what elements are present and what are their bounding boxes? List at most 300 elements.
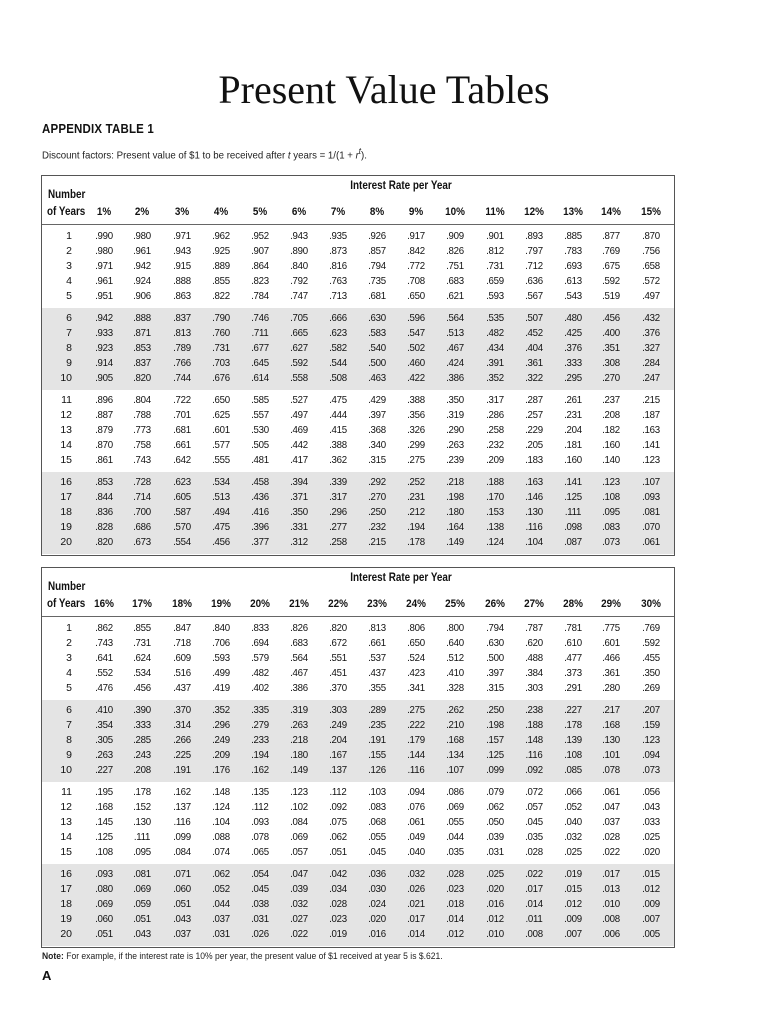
discount-factor-cell: .410 — [95, 704, 113, 716]
discount-factor-cell: .042 — [329, 868, 347, 880]
discount-factor-cell: .163 — [525, 476, 543, 488]
discount-factor-cell: .879 — [95, 424, 113, 436]
discount-factor-cell: .176 — [212, 764, 230, 776]
discount-factor-cell: .826 — [290, 622, 308, 634]
discount-factor-cell: .400 — [602, 327, 620, 339]
discount-factor-cell: .475 — [329, 394, 347, 406]
discount-factor-cell: .017 — [407, 913, 425, 925]
discount-factor-cell: .209 — [212, 749, 230, 761]
footnote-label: Note: — [42, 951, 64, 962]
discount-factor-cell: .855 — [212, 275, 230, 287]
discount-factor-cell: .705 — [290, 312, 308, 324]
table-row — [42, 229, 674, 244]
rate-header: 21% — [289, 598, 309, 610]
discount-factor-cell: .167 — [329, 749, 347, 761]
discount-factor-cell: .713 — [329, 290, 347, 302]
discount-factor-cell: .554 — [173, 536, 191, 548]
table-row — [42, 311, 674, 326]
discount-factor-cell: .159 — [642, 719, 660, 731]
discount-factor-cell: .703 — [212, 357, 230, 369]
table-row — [42, 621, 674, 636]
discount-factor-cell: .794 — [486, 622, 504, 634]
discount-factor-cell: .769 — [602, 245, 620, 257]
year-cell: 15 — [60, 454, 72, 466]
discount-factor-cell: .722 — [173, 394, 191, 406]
discount-factor-cell: .640 — [446, 637, 464, 649]
discount-factor-cell: .377 — [251, 536, 269, 548]
discount-factor-cell: .942 — [95, 312, 113, 324]
year-cell: 16 — [60, 476, 72, 488]
discount-factor-cell: .011 — [525, 913, 543, 925]
discount-factor-cell: .178 — [407, 536, 425, 548]
discount-factor-cell: .627 — [290, 342, 308, 354]
discount-factor-cell: .434 — [486, 342, 504, 354]
discount-factor-cell: .376 — [642, 327, 660, 339]
discount-factor-cell: .356 — [407, 409, 425, 421]
discount-factor-cell: .035 — [446, 846, 464, 858]
discount-factor-cell: .788 — [133, 409, 151, 421]
row-group — [42, 618, 674, 700]
discount-factor-cell: .317 — [329, 491, 347, 503]
discount-factor-cell: .099 — [173, 831, 191, 843]
discount-factor-cell: .062 — [329, 831, 347, 843]
discount-factor-cell: .037 — [602, 816, 620, 828]
discount-factor-cell: .051 — [95, 928, 113, 940]
discount-factor-cell: .015 — [642, 868, 660, 880]
discount-factor-cell: .331 — [290, 521, 308, 533]
discount-factor-cell: .055 — [446, 816, 464, 828]
discount-factor-cell: .512 — [446, 652, 464, 664]
discount-factor-cell: .650 — [212, 394, 230, 406]
discount-factor-cell: .125 — [95, 831, 113, 843]
discount-factor-cell: .232 — [368, 521, 386, 533]
discount-factor-cell: .530 — [251, 424, 269, 436]
year-cell: 7 — [66, 327, 72, 339]
discount-factor-cell: .057 — [525, 801, 543, 813]
discount-factor-cell: .467 — [290, 667, 308, 679]
table-row — [42, 763, 674, 778]
discount-factor-cell: .217 — [602, 704, 620, 716]
discount-factor-cell: .285 — [133, 734, 151, 746]
discount-factor-cell: .051 — [133, 913, 151, 925]
year-cell: 5 — [66, 682, 72, 694]
discount-factor-cell: .861 — [95, 454, 113, 466]
page-title: Present Value Tables — [218, 67, 550, 112]
discount-factor-cell: .069 — [133, 883, 151, 895]
discount-factor-cell: .062 — [212, 868, 230, 880]
discount-factor-cell: .683 — [290, 637, 308, 649]
rate-header-row — [42, 205, 674, 219]
discount-factor-cell: .335 — [251, 704, 269, 716]
table-row — [42, 393, 674, 408]
discount-factor-cell: .743 — [133, 454, 151, 466]
rate-header: 17% — [132, 598, 152, 610]
table-row — [42, 912, 674, 927]
discount-factor-cell: .269 — [642, 682, 660, 694]
discount-factor-cell: .751 — [446, 260, 464, 272]
discount-factor-cell: .068 — [368, 816, 386, 828]
discount-factor-cell: .312 — [290, 536, 308, 548]
discount-factor-cell: .094 — [407, 786, 425, 798]
discount-factor-cell: .178 — [564, 719, 582, 731]
table-row — [42, 815, 674, 830]
discount-factor-cell: .351 — [602, 342, 620, 354]
discount-factor-cell: .863 — [173, 290, 191, 302]
discount-factor-cell: .191 — [173, 764, 191, 776]
discount-factor-cell: .971 — [173, 230, 191, 242]
discount-factor-cell: .397 — [486, 667, 504, 679]
discount-factor-cell: .020 — [642, 846, 660, 858]
discount-factor-cell: .368 — [368, 424, 386, 436]
discount-factor-cell: .877 — [602, 230, 620, 242]
row-group — [42, 864, 674, 946]
discount-factor-cell: .022 — [290, 928, 308, 940]
discount-factor-cell: .570 — [173, 521, 191, 533]
discount-factor-cell: .847 — [173, 622, 191, 634]
discount-factor-cell: .482 — [486, 327, 504, 339]
discount-factor-cell: .915 — [173, 260, 191, 272]
discount-factor-cell: .168 — [446, 734, 464, 746]
discount-factor-cell: .233 — [251, 734, 269, 746]
discount-factor-cell: .299 — [407, 439, 425, 451]
discount-factor-cell: .013 — [602, 883, 620, 895]
discount-factor-cell: .813 — [368, 622, 386, 634]
discount-factor-cell: .266 — [173, 734, 191, 746]
discount-factor-cell: .362 — [329, 454, 347, 466]
discount-factor-cell: .744 — [173, 372, 191, 384]
discount-factor-cell: .614 — [251, 372, 269, 384]
discount-factor-cell: .980 — [95, 245, 113, 257]
discount-factor-cell: .701 — [173, 409, 191, 421]
discount-factor-cell: .844 — [95, 491, 113, 503]
discount-factor-cell: .015 — [564, 883, 582, 895]
discount-factor-cell: .017 — [525, 883, 543, 895]
discount-factor-cell: .054 — [251, 868, 269, 880]
discount-factor-cell: .935 — [329, 230, 347, 242]
discount-factor-cell: .231 — [564, 409, 582, 421]
year-cell: 8 — [66, 734, 72, 746]
discount-factor-cell: .797 — [525, 245, 543, 257]
rate-header-row — [42, 597, 674, 611]
discount-factor-cell: .893 — [525, 230, 543, 242]
year-cell: 9 — [66, 749, 72, 761]
table-row — [42, 371, 674, 386]
discount-factor-cell: .111 — [564, 506, 582, 518]
discount-factor-cell: .296 — [212, 719, 230, 731]
discount-factor-cell: .567 — [525, 290, 543, 302]
table-row — [42, 289, 674, 304]
discount-factor-cell: .862 — [95, 622, 113, 634]
discount-factor-cell: .308 — [602, 357, 620, 369]
discount-factor-cell: .551 — [329, 652, 347, 664]
discount-factor-cell: .645 — [251, 357, 269, 369]
rate-header: 2% — [134, 206, 150, 218]
discount-factor-cell: .168 — [602, 719, 620, 731]
discount-factor-cell: .155 — [368, 749, 386, 761]
discount-factor-cell: .249 — [212, 734, 230, 746]
rate-header: 13% — [563, 206, 583, 218]
discount-factor-cell: .783 — [564, 245, 582, 257]
discount-factor-cell: .250 — [486, 704, 504, 716]
table-row — [42, 718, 674, 733]
rate-header: 10% — [445, 206, 465, 218]
discount-factor-cell: .057 — [290, 846, 308, 858]
discount-factor-cell: .305 — [95, 734, 113, 746]
discount-factor-cell: .138 — [486, 521, 504, 533]
table-row — [42, 845, 674, 860]
discount-factor-cell: .062 — [486, 801, 504, 813]
discount-factor-cell: .188 — [525, 719, 543, 731]
discount-factor-cell: .032 — [564, 831, 582, 843]
discount-factor-cell: .743 — [95, 637, 113, 649]
rate-header: 29% — [601, 598, 621, 610]
discount-factor-cell: .124 — [212, 801, 230, 813]
row-group — [42, 226, 674, 308]
discount-factor-cell: .497 — [642, 290, 660, 302]
discount-factor-cell: .429 — [368, 394, 386, 406]
year-cell: 6 — [66, 312, 72, 324]
interest-rate-heading: Interest Rate per Year — [350, 572, 452, 584]
discount-factor-cell: .139 — [564, 734, 582, 746]
discount-factor-cell: .072 — [525, 786, 543, 798]
table-caption — [42, 146, 367, 162]
discount-factor-cell: .784 — [251, 290, 269, 302]
discount-factor-cell: .140 — [602, 454, 620, 466]
discount-factor-cell: .500 — [368, 357, 386, 369]
discount-factor-cell: .391 — [486, 357, 504, 369]
discount-factor-cell: .125 — [564, 491, 582, 503]
discount-factor-cell: .205 — [525, 439, 543, 451]
discount-factor-cell: .800 — [446, 622, 464, 634]
discount-factor-cell: .708 — [407, 275, 425, 287]
discount-factor-cell: .837 — [133, 357, 151, 369]
rate-header: 12% — [524, 206, 544, 218]
year-cell: 3 — [66, 652, 72, 664]
discount-factor-cell: .677 — [251, 342, 269, 354]
discount-factor-cell: .275 — [407, 704, 425, 716]
discount-factor-cell: .350 — [446, 394, 464, 406]
discount-factor-cell: .386 — [290, 682, 308, 694]
discount-factor-cell: .152 — [133, 801, 151, 813]
rate-header: 26% — [485, 598, 505, 610]
table-row — [42, 666, 674, 681]
discount-factor-cell: .045 — [251, 883, 269, 895]
discount-factor-cell: .095 — [133, 846, 151, 858]
year-cell: 14 — [60, 439, 72, 451]
discount-factor-cell: .694 — [251, 637, 269, 649]
discount-factor-cell: .315 — [368, 454, 386, 466]
discount-factor-cell: .116 — [525, 749, 543, 761]
discount-factor-cell: .853 — [133, 342, 151, 354]
discount-factor-cell: .207 — [642, 704, 660, 716]
discount-factor-cell: .888 — [133, 312, 151, 324]
discount-factor-cell: .078 — [602, 764, 620, 776]
discount-factor-cell: .204 — [564, 424, 582, 436]
discount-factor-cell: .069 — [290, 831, 308, 843]
discount-factor-cell: .773 — [133, 424, 151, 436]
table-row — [42, 341, 674, 356]
discount-factor-cell: .642 — [173, 454, 191, 466]
discount-factor-cell: .007 — [564, 928, 582, 940]
discount-factor-cell: .524 — [407, 652, 425, 664]
rate-header: 8% — [369, 206, 385, 218]
column-header-number: Number — [48, 581, 86, 593]
discount-factor-cell: .210 — [446, 719, 464, 731]
column-header-of-years: of Years — [47, 598, 86, 610]
discount-factor-cell: .666 — [329, 312, 347, 324]
discount-factor-cell: .231 — [407, 491, 425, 503]
discount-factor-cell: .319 — [446, 409, 464, 421]
discount-factor-cell: .036 — [368, 868, 386, 880]
discount-factor-cell: .258 — [329, 536, 347, 548]
discount-factor-cell: .787 — [525, 622, 543, 634]
discount-factor-cell: .592 — [602, 275, 620, 287]
discount-factor-cell: .146 — [525, 491, 543, 503]
discount-factor-cell: .060 — [95, 913, 113, 925]
discount-factor-cell: .163 — [642, 424, 660, 436]
discount-factor-cell: .341 — [407, 682, 425, 694]
discount-factor-cell: .032 — [290, 898, 308, 910]
discount-factor-cell: .021 — [407, 898, 425, 910]
discount-factor-cell: .095 — [602, 506, 620, 518]
discount-factor-cell: .182 — [602, 424, 620, 436]
page-marker: A — [42, 968, 52, 983]
discount-factor-cell: .885 — [564, 230, 582, 242]
discount-factor-cell: .026 — [407, 883, 425, 895]
discount-factor-cell: .481 — [251, 454, 269, 466]
discount-factor-cell: .052 — [564, 801, 582, 813]
table-row — [42, 408, 674, 423]
discount-factor-cell: .116 — [525, 521, 543, 533]
discount-factor-cell: .012 — [446, 928, 464, 940]
discount-factor-cell: .123 — [642, 454, 660, 466]
discount-factor-cell: .130 — [525, 506, 543, 518]
rate-header: 3% — [174, 206, 190, 218]
rate-header: 22% — [328, 598, 348, 610]
discount-factor-cell: .044 — [446, 831, 464, 843]
table-row — [42, 681, 674, 696]
discount-factor-cell: .466 — [602, 652, 620, 664]
discount-factor-cell: .108 — [564, 749, 582, 761]
discount-factor-cell: .188 — [486, 476, 504, 488]
discount-factor-cell: .419 — [212, 682, 230, 694]
table-row — [42, 733, 674, 748]
table-row — [42, 453, 674, 468]
discount-factor-cell: .130 — [133, 816, 151, 828]
rate-header: 27% — [524, 598, 544, 610]
discount-factor-cell: .073 — [642, 764, 660, 776]
rate-header: 4% — [213, 206, 229, 218]
discount-factor-cell: .108 — [95, 846, 113, 858]
discount-factor-cell: .870 — [95, 439, 113, 451]
discount-factor-cell: .747 — [290, 290, 308, 302]
discount-factor-cell: .527 — [290, 394, 308, 406]
discount-factor-cell: .137 — [329, 764, 347, 776]
table-row — [42, 830, 674, 845]
discount-factor-cell: .032 — [407, 868, 425, 880]
discount-factor-cell: .227 — [95, 764, 113, 776]
discount-factor-cell: .208 — [133, 764, 151, 776]
discount-factor-cell: .775 — [602, 622, 620, 634]
table-row — [42, 535, 674, 550]
year-cell: 4 — [66, 667, 72, 679]
column-header-number: Number — [48, 189, 86, 201]
discount-factor-cell: .456 — [133, 682, 151, 694]
discount-factor-cell: .084 — [290, 816, 308, 828]
year-cell: 2 — [66, 245, 72, 257]
discount-factor-cell: .043 — [173, 913, 191, 925]
discount-factor-cell: .610 — [564, 637, 582, 649]
year-cell: 20 — [60, 928, 72, 940]
discount-factor-cell: .052 — [212, 883, 230, 895]
discount-factor-cell: .355 — [368, 682, 386, 694]
discount-factor-cell: .093 — [642, 491, 660, 503]
discount-factor-cell: .037 — [212, 913, 230, 925]
discount-factor-cell: .322 — [525, 372, 543, 384]
discount-factor-cell: .295 — [564, 372, 582, 384]
discount-factor-cell: .926 — [368, 230, 386, 242]
row-group — [42, 308, 674, 390]
year-cell: 18 — [60, 506, 72, 518]
discount-factor-cell: .160 — [564, 454, 582, 466]
discount-factor-cell: .623 — [173, 476, 191, 488]
discount-factor-cell: .092 — [525, 764, 543, 776]
discount-factor-cell: .952 — [251, 230, 269, 242]
table-row — [42, 748, 674, 763]
discount-factor-cell: .104 — [212, 816, 230, 828]
discount-factor-cell: .009 — [564, 913, 582, 925]
year-cell: 17 — [60, 491, 72, 503]
discount-factor-cell: .215 — [368, 536, 386, 548]
discount-factor-cell: .339 — [329, 476, 347, 488]
year-cell: 15 — [60, 846, 72, 858]
discount-factor-cell: .243 — [133, 749, 151, 761]
discount-factor-cell: .896 — [95, 394, 113, 406]
discount-factor-cell: .432 — [642, 312, 660, 324]
discount-factor-cell: .148 — [525, 734, 543, 746]
rate-header: 30% — [641, 598, 661, 610]
discount-factor-cell: .746 — [251, 312, 269, 324]
discount-factor-cell: .249 — [329, 719, 347, 731]
year-cell: 13 — [60, 816, 72, 828]
discount-factor-cell: .917 — [407, 230, 425, 242]
discount-factor-cell: .005 — [642, 928, 660, 940]
discount-factor-cell: .009 — [642, 898, 660, 910]
discount-factor-cell: .792 — [290, 275, 308, 287]
discount-factor-cell: .914 — [95, 357, 113, 369]
discount-factor-cell: .060 — [173, 883, 191, 895]
discount-factor-cell: .415 — [329, 424, 347, 436]
discount-factor-cell: .144 — [407, 749, 425, 761]
year-cell: 14 — [60, 831, 72, 843]
table-row — [42, 651, 674, 666]
table-row — [42, 326, 674, 341]
discount-factor-cell: .227 — [564, 704, 582, 716]
discount-factor-cell: .279 — [251, 719, 269, 731]
discount-factor-cell: .592 — [642, 637, 660, 649]
table-row — [42, 800, 674, 815]
discount-factor-cell: .081 — [642, 506, 660, 518]
discount-factor-cell: .291 — [564, 682, 582, 694]
discount-factor-cell: .180 — [446, 506, 464, 518]
discount-factor-cell: .444 — [329, 409, 347, 421]
discount-factor-cell: .577 — [212, 439, 230, 451]
discount-factor-cell: .423 — [407, 667, 425, 679]
discount-factor-cell: .020 — [368, 913, 386, 925]
row-group — [42, 700, 674, 782]
table-row — [42, 505, 674, 520]
discount-factor-cell: .394 — [290, 476, 308, 488]
